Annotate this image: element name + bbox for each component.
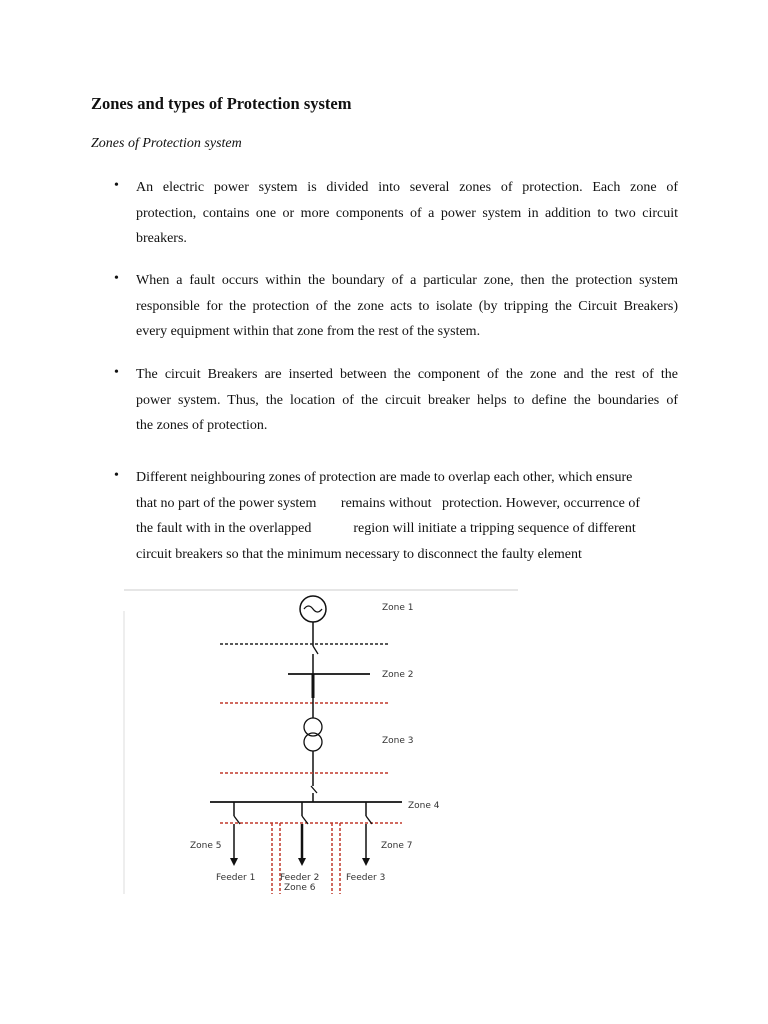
bullet-dot: • [114, 178, 119, 193]
bullet-dot: • [114, 468, 119, 483]
zone-label: Zone 1 [382, 603, 414, 613]
bullet-dot: • [114, 271, 119, 286]
zone-label: Zone 6 [284, 883, 316, 893]
text-line: When a fault occurs within the boundary of a particular zone, then the protection system [136, 273, 678, 288]
text-line: the zones of protection. [136, 418, 268, 433]
text-line: every equipment within that zone from the rest of the system. [136, 324, 481, 339]
text-line: Different neighbouring zones of protection are made to overlap each other, which ensure [136, 470, 633, 485]
zone-label: Zone 7 [381, 841, 413, 851]
zone-label: Zone 3 [382, 736, 414, 746]
text-line: breakers. [136, 231, 187, 246]
text-line: circuit breakers so that the minimum necessary to disconnect the faulty element [136, 546, 582, 562]
breaker-icon [311, 786, 317, 793]
arrow-down-icon [362, 858, 370, 866]
arrow-down-icon [230, 858, 238, 866]
text-line: responsible for the protection of the zone acts to isolate (by tripping the Circuit Breakers) [136, 298, 678, 314]
document-title: Zones and types of Protection system [91, 94, 352, 113]
zone-label: Zone 4 [408, 801, 440, 811]
bullet-dot: • [114, 365, 119, 380]
list-item [114, 271, 678, 348]
section-subtitle: Zones of Protection system [91, 136, 242, 151]
text-line: protection, contains one or more components of a power system in addition to two circuit [136, 205, 678, 221]
list-item [114, 468, 678, 570]
feeder-label: Feeder 2 [280, 873, 320, 883]
zone-label: Zone 2 [382, 670, 414, 680]
arrow-down-icon [298, 858, 306, 866]
feeder-label: Feeder 3 [346, 873, 386, 883]
breaker-icon [313, 646, 318, 654]
text-line: An electric power system is divided into several zones of protection. Each zone of [136, 180, 678, 195]
text-line: The circuit Breakers are inserted between the component of the zone and the rest of the [136, 367, 678, 382]
zones-of-protection-diagram [120, 586, 520, 896]
text-line: power system. Thus, the location of the circuit breaker helps to define the boundaries of [136, 392, 678, 408]
diagram-svg [120, 586, 520, 896]
text-line: the fault with in the overlapped region will initiate a tripping sequence of different [136, 521, 636, 536]
generator-wave-icon [304, 606, 322, 612]
feeder-label: Feeder 1 [216, 873, 256, 883]
list-item [114, 365, 678, 442]
list-item [114, 178, 678, 255]
zone-label: Zone 5 [190, 841, 222, 851]
text-line: that no part of the power system remains without protection. However, occurrence of [136, 495, 641, 511]
